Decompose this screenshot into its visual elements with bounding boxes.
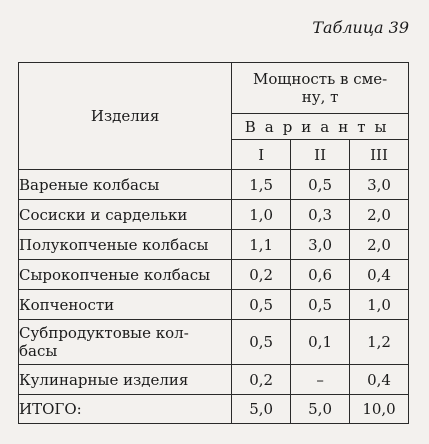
table-row [19,230,409,260]
table-row [19,290,409,320]
header-variant-1: I [232,140,291,170]
row-value-v2: 0,3 [291,200,350,230]
row-value-v3: 0,4 [350,365,409,395]
table-row [19,200,409,230]
row-value-v3: 0,4 [350,260,409,290]
total-value-v2: 5,0 [291,395,350,424]
row-name: Сырокопченые колбасы [19,260,232,290]
table-row [19,320,409,365]
row-value-v2: 3,0 [291,230,350,260]
row-value-v1: 1,5 [232,170,291,200]
header-variants: Варианты [232,114,409,140]
row-value-v3: 2,0 [350,200,409,230]
row-value-v3: 1,2 [350,320,409,365]
header-capacity [232,63,409,114]
header-variant-3: III [350,140,409,170]
table-caption: Таблица 39 [312,18,409,37]
table-row [19,170,409,200]
row-value-v1: 0,2 [232,260,291,290]
row-name: Кулинарные изделия [19,365,232,395]
row-value-v1: 0,5 [232,290,291,320]
row-value-v1: 0,5 [232,320,291,365]
table-row [19,365,409,395]
row-value-v3: 3,0 [350,170,409,200]
row-name: Копчености [19,290,232,320]
header-capacity-line1: Мощность в сме- [253,70,388,88]
row-value-v2: – [291,365,350,395]
row-value-v1: 1,0 [232,200,291,230]
total-value-v1: 5,0 [232,395,291,424]
capacity-table [18,62,409,424]
row-name-line2: басы [19,342,58,360]
row-value-v2: 0,5 [291,290,350,320]
total-name: ИТОГО: [19,395,232,424]
row-value-v3: 2,0 [350,230,409,260]
row-value-v1: 1,1 [232,230,291,260]
row-value-v2: 0,5 [291,170,350,200]
header-variant-2: II [291,140,350,170]
row-name: Вареные колбасы [19,170,232,200]
row-value-v1: 0,2 [232,365,291,395]
table-row-total [19,395,409,424]
row-value-v2: 0,1 [291,320,350,365]
row-name: Полукопченые колбасы [19,230,232,260]
row-value-v2: 0,6 [291,260,350,290]
row-name-line1: Субпродуктовые кол- [19,324,189,342]
header-capacity-line2: ну, т [301,88,339,106]
total-value-v3: 10,0 [350,395,409,424]
row-value-v3: 1,0 [350,290,409,320]
table-row [19,260,409,290]
row-name [19,320,232,365]
header-items: Изделия [19,63,232,170]
row-name: Сосиски и сардельки [19,200,232,230]
